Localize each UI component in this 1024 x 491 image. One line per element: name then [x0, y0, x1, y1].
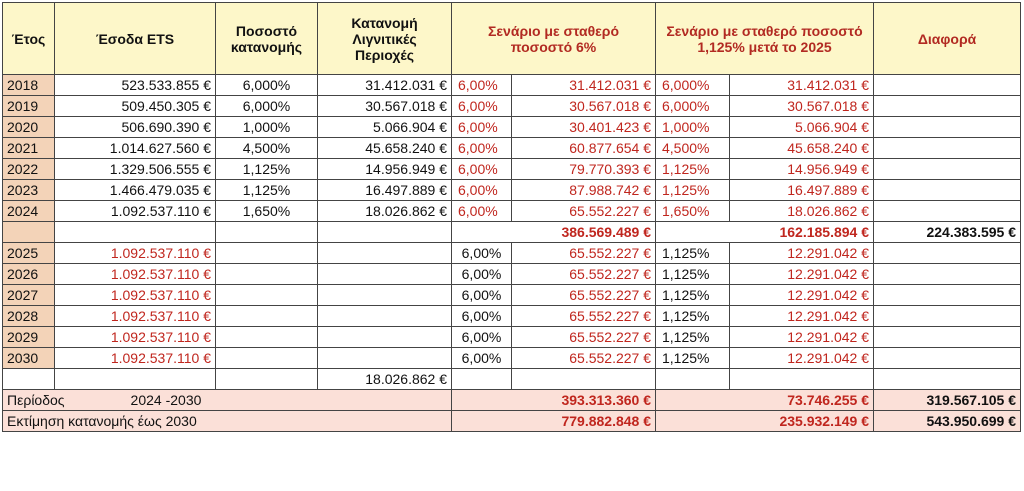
period-years: 2024 -2030 — [130, 392, 202, 408]
scenario6-pct-cell: 6,00% — [452, 285, 512, 306]
alloc-cell — [318, 285, 452, 306]
scenario6-value-cell: 30.401.423 € — [512, 117, 656, 138]
scenario1125-pct-cell: 4,500% — [656, 138, 730, 159]
scenario1125-value-cell: 12.291.042 € — [730, 285, 874, 306]
alloc-cell: 45.658.240 € — [318, 138, 452, 159]
scenario1125-value-cell: 12.291.042 € — [730, 327, 874, 348]
scenario6-value-cell: 65.552.227 € — [512, 243, 656, 264]
year-cell — [3, 222, 55, 243]
scenario1125-value-cell: 16.497.889 € — [730, 180, 874, 201]
table-row — [3, 180, 1021, 201]
revenue-cell: 1.092.537.110 € — [55, 264, 216, 285]
table-row — [3, 159, 1021, 180]
diff-cell — [874, 159, 1021, 180]
year-cell: 2027 — [3, 285, 55, 306]
scenario6-value-cell: 65.552.227 € — [512, 285, 656, 306]
scenario1125-pct-cell: 6,000% — [656, 96, 730, 117]
year-cell: 2026 — [3, 264, 55, 285]
table-row — [3, 285, 1021, 306]
scenario6-pct-cell: 6,00% — [452, 306, 512, 327]
revenue-cell: 523.533.855 € — [55, 75, 216, 96]
subtotal-diff: 224.383.595 € — [874, 222, 1021, 243]
scenario1125-pct-cell: 1,125% — [656, 243, 730, 264]
revenue-cell: 1.014.627.560 € — [55, 138, 216, 159]
period-label-cell — [3, 390, 452, 411]
alloc-cell — [318, 348, 452, 369]
alloc-cell: 14.956.949 € — [318, 159, 452, 180]
year-cell: 2018 — [3, 75, 55, 96]
year-cell: 2022 — [3, 159, 55, 180]
scenario1125-pct-cell: 1,125% — [656, 264, 730, 285]
pct-cell — [216, 327, 318, 348]
revenue-cell: 506.690.390 € — [55, 117, 216, 138]
diff-cell — [874, 243, 1021, 264]
scenario1125-pct-cell: 6,000% — [656, 75, 730, 96]
scenario6-value-cell: 65.552.227 € — [512, 306, 656, 327]
diff-cell — [874, 96, 1021, 117]
scenario6-pct-cell: 6,00% — [452, 264, 512, 285]
scenario6-pct-cell: 6,00% — [452, 138, 512, 159]
table-body — [3, 75, 1021, 432]
scenario1125-value-cell: 14.956.949 € — [730, 159, 874, 180]
scenario1125-value-cell: 12.291.042 € — [730, 348, 874, 369]
year-cell: 2029 — [3, 327, 55, 348]
scenario6-pct-cell: 6,00% — [452, 159, 512, 180]
diff-cell — [874, 138, 1021, 159]
pct-cell: 1,000% — [216, 117, 318, 138]
table-row — [3, 117, 1021, 138]
pct-cell — [216, 264, 318, 285]
estimate-diff: 543.950.699 € — [874, 411, 1021, 432]
estimate-scenario6: 779.882.848 € — [452, 411, 656, 432]
table-row — [3, 243, 1021, 264]
scenario1125-value-cell: 12.291.042 € — [730, 306, 874, 327]
scenario1125-value-cell: 5.066.904 € — [730, 117, 874, 138]
scenario6-value-cell: 79.770.393 € — [512, 159, 656, 180]
scenario1125-value-cell: 12.291.042 € — [730, 243, 874, 264]
scenario6-value-cell: 31.412.031 € — [512, 75, 656, 96]
period-diff: 319.567.105 € — [874, 390, 1021, 411]
pct-cell — [216, 306, 318, 327]
header-row — [3, 3, 1021, 75]
alloc-cell: 31.412.031 € — [318, 75, 452, 96]
revenue-cell: 1.466.479.035 € — [55, 180, 216, 201]
diff-cell — [874, 264, 1021, 285]
alloc-cell: 18.026.862 € — [318, 201, 452, 222]
period-label: Περίοδος — [7, 392, 65, 408]
scenario1125-pct-cell: 1,000% — [656, 117, 730, 138]
diff-cell — [874, 327, 1021, 348]
table-row — [3, 201, 1021, 222]
scenario6-pct-cell: 6,00% — [452, 327, 512, 348]
scenario1125-value-cell: 30.567.018 € — [730, 96, 874, 117]
year-cell: 2019 — [3, 96, 55, 117]
header-year: Έτος — [3, 3, 55, 75]
estimate-label: Εκτίμηση κατανομής έως 2030 — [3, 411, 452, 432]
scenario1125-pct-cell: 1,125% — [656, 285, 730, 306]
empty-cell — [656, 369, 730, 390]
table-row — [3, 138, 1021, 159]
scenario1125-pct-cell: 1,125% — [656, 180, 730, 201]
table-row — [3, 348, 1021, 369]
scenario1125-pct-cell: 1,125% — [656, 159, 730, 180]
empty-cell — [318, 222, 452, 243]
revenue-cell: 1.329.506.555 € — [55, 159, 216, 180]
scenario6-pct-cell: 6,00% — [452, 96, 512, 117]
period-row — [3, 390, 1021, 411]
year-cell: 2023 — [3, 180, 55, 201]
table-row — [3, 327, 1021, 348]
revenue-cell: 1.092.537.110 € — [55, 285, 216, 306]
table-row — [3, 75, 1021, 96]
scenario6-value-cell: 65.552.227 € — [512, 264, 656, 285]
revenue-cell: 1.092.537.110 € — [55, 201, 216, 222]
subtotal-row — [3, 222, 1021, 243]
diff-cell — [874, 285, 1021, 306]
pct-cell: 1,125% — [216, 180, 318, 201]
header-alloc: Κατανομή Λιγνιτικές Περιοχές — [318, 3, 452, 75]
empty-cell — [452, 369, 512, 390]
estimate-scenario1125: 235.932.149 € — [656, 411, 874, 432]
year-cell: 2024 — [3, 201, 55, 222]
alloc-cell — [318, 264, 452, 285]
table-row — [3, 264, 1021, 285]
allocation-table — [2, 2, 1021, 432]
empty-cell — [55, 369, 216, 390]
scenario6-value-cell: 60.877.654 € — [512, 138, 656, 159]
pct-cell — [216, 348, 318, 369]
alloc-cell: 5.066.904 € — [318, 117, 452, 138]
scenario6-value-cell: 30.567.018 € — [512, 96, 656, 117]
revenue-cell: 1.092.537.110 € — [55, 243, 216, 264]
year-cell: 2025 — [3, 243, 55, 264]
diff-cell — [874, 348, 1021, 369]
empty-cell — [216, 369, 318, 390]
diff-cell — [874, 201, 1021, 222]
scenario6-value-cell: 65.552.227 € — [512, 201, 656, 222]
empty-cell — [512, 369, 656, 390]
empty-cell — [874, 369, 1021, 390]
estimate-row — [3, 411, 1021, 432]
revenue-cell: 509.450.305 € — [55, 96, 216, 117]
alloc-cell — [318, 327, 452, 348]
scenario1125-pct-cell: 1,125% — [656, 348, 730, 369]
year-cell: 2020 — [3, 117, 55, 138]
diff-cell — [874, 75, 1021, 96]
year-cell: 2028 — [3, 306, 55, 327]
alloc-cell: 30.567.018 € — [318, 96, 452, 117]
scenario6-value-cell: 65.552.227 € — [512, 327, 656, 348]
year-cell: 2021 — [3, 138, 55, 159]
scenario6-pct-cell: 6,00% — [452, 117, 512, 138]
table-row — [3, 96, 1021, 117]
pct-cell: 6,000% — [216, 75, 318, 96]
diff-cell — [874, 117, 1021, 138]
pct-cell: 1,650% — [216, 201, 318, 222]
pct-cell: 1,125% — [216, 159, 318, 180]
pct-cell: 4,500% — [216, 138, 318, 159]
pct-cell: 6,000% — [216, 96, 318, 117]
scenario1125-value-cell: 12.291.042 € — [730, 264, 874, 285]
extra-alloc-cell: 18.026.862 € — [318, 369, 452, 390]
header-scenario-1125: Σενάριο με σταθερό ποσοστό 1,125% μετά το 2025 — [656, 3, 874, 75]
scenario1125-value-cell: 31.412.031 € — [730, 75, 874, 96]
scenario6-pct-cell: 6,00% — [452, 180, 512, 201]
pct-cell — [216, 243, 318, 264]
subtotal-scenario1125: 162.185.894 € — [656, 222, 874, 243]
period-scenario1125: 73.746.255 € — [656, 390, 874, 411]
scenario6-pct-cell: 6,00% — [452, 243, 512, 264]
revenue-cell: 1.092.537.110 € — [55, 348, 216, 369]
year-cell: 2030 — [3, 348, 55, 369]
diff-cell — [874, 180, 1021, 201]
alloc-cell — [318, 243, 452, 264]
empty-cell — [3, 369, 55, 390]
empty-cell — [730, 369, 874, 390]
scenario6-pct-cell: 6,00% — [452, 75, 512, 96]
period-scenario6: 393.313.360 € — [452, 390, 656, 411]
scenario6-value-cell: 65.552.227 € — [512, 348, 656, 369]
pct-cell — [216, 285, 318, 306]
alloc-cell: 16.497.889 € — [318, 180, 452, 201]
extra-alloc-row — [3, 369, 1021, 390]
scenario1125-value-cell: 18.026.862 € — [730, 201, 874, 222]
revenue-cell: 1.092.537.110 € — [55, 327, 216, 348]
alloc-cell — [318, 306, 452, 327]
header-revenue: Έσοδα ETS — [55, 3, 216, 75]
scenario1125-pct-cell: 1,125% — [656, 327, 730, 348]
header-pct: Ποσοστό κατανομής — [216, 3, 318, 75]
revenue-cell: 1.092.537.110 € — [55, 306, 216, 327]
scenario1125-pct-cell: 1,125% — [656, 306, 730, 327]
empty-cell — [216, 222, 318, 243]
scenario6-pct-cell: 6,00% — [452, 201, 512, 222]
header-scenario-6: Σενάριο με σταθερό ποσοστό 6% — [452, 3, 656, 75]
table-row — [3, 306, 1021, 327]
diff-cell — [874, 306, 1021, 327]
scenario6-pct-cell: 6,00% — [452, 348, 512, 369]
scenario1125-pct-cell: 1,650% — [656, 201, 730, 222]
scenario1125-value-cell: 45.658.240 € — [730, 138, 874, 159]
header-diff: Διαφορά — [874, 3, 1021, 75]
scenario6-value-cell: 87.988.742 € — [512, 180, 656, 201]
empty-cell — [55, 222, 216, 243]
subtotal-scenario6: 386.569.489 € — [452, 222, 656, 243]
